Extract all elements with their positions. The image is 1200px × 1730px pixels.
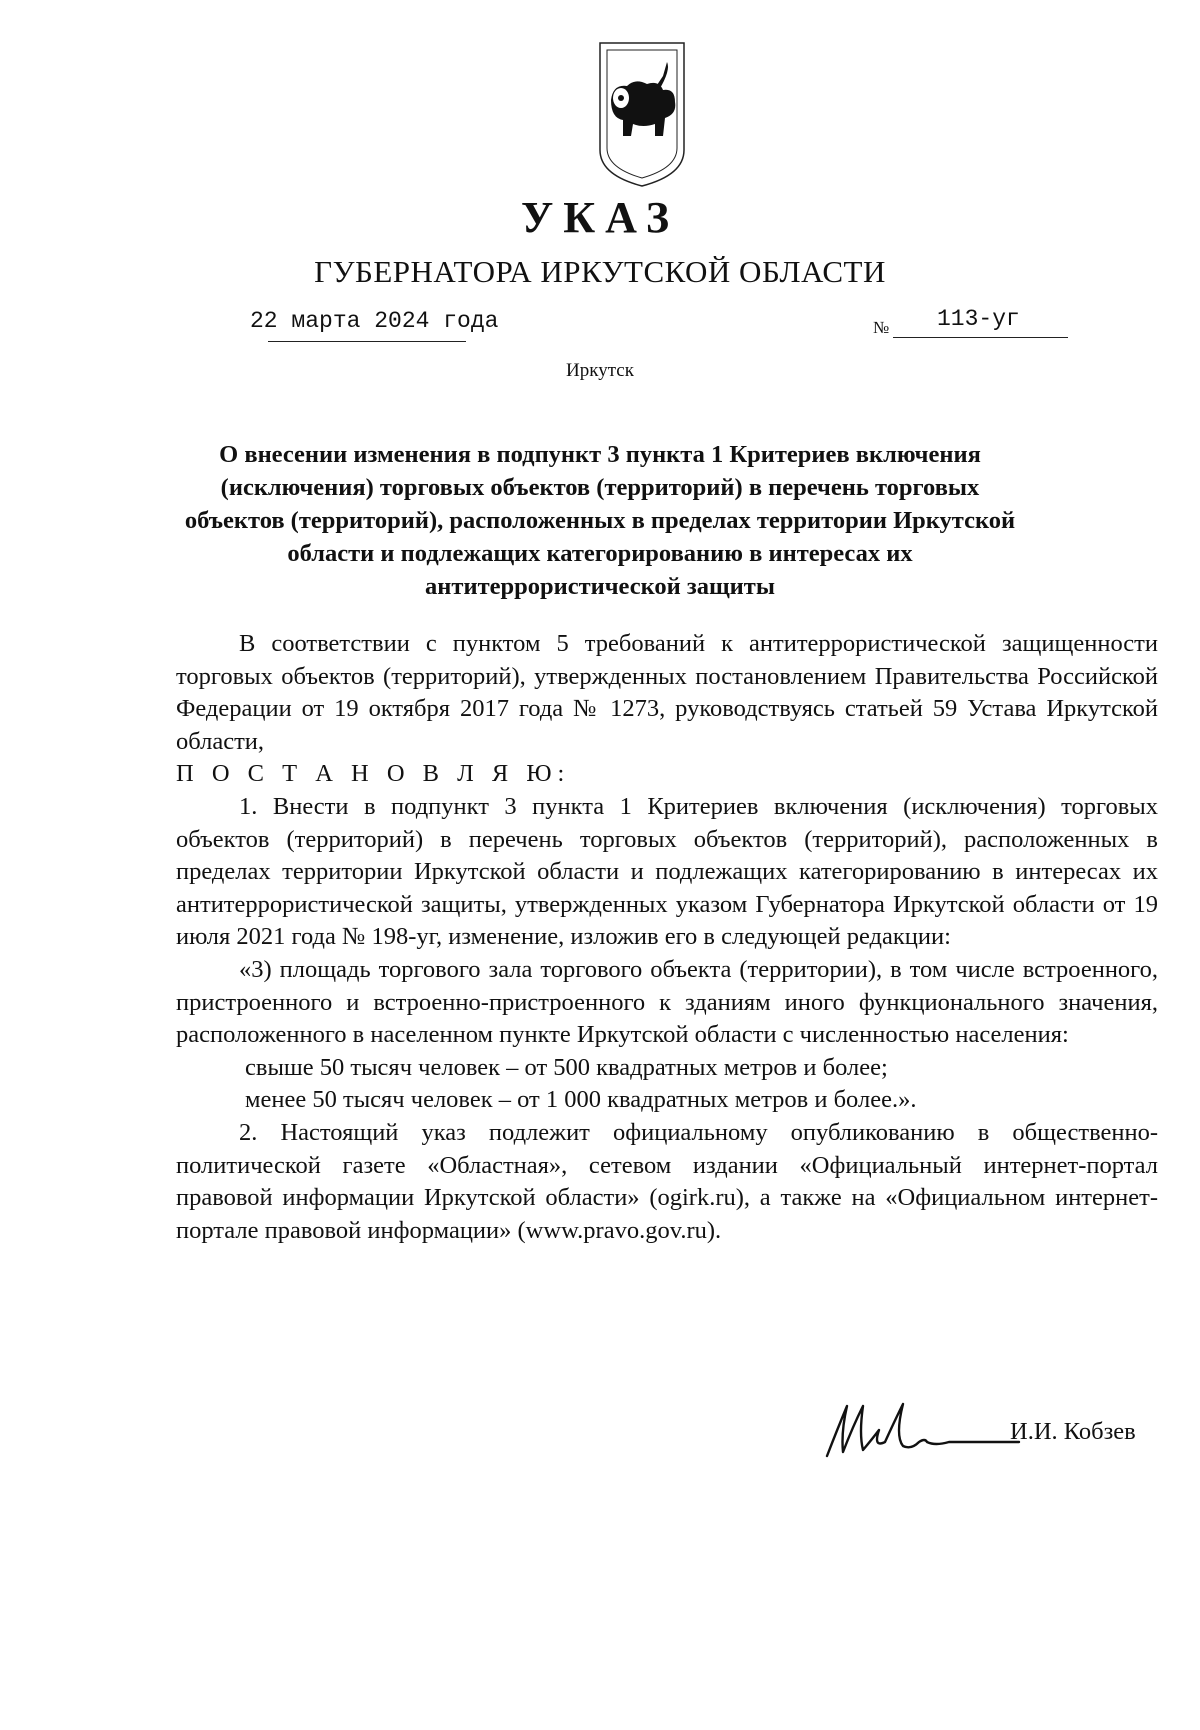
preamble-paragraph: В соответствии с пунктом 5 требований к антитеррористической защищенности торговых объектов (территорий), утвержденных постановлением Правительства Российской Федерации от 19 октября 2017 года № 1273, руководствуясь статьей 59 Устава Иркутской области, [176,630,1158,755]
document-number: 113-уг [937,306,1020,332]
decree-word: П О С Т А Н О В Л Я Ю: [176,760,571,788]
population-criterion-1: свыше 50 тысяч человек – от 500 квадратных метров и более; [245,1053,888,1081]
document-type-title: УКАЗ [520,193,680,242]
quote-paragraph: «3) площадь торгового зала торгового объекта (территории), в том числе встроенного, пристроенного и встроенно-пристроенного к зданиям иного функционального значения, расположенного в населенном пункте Иркутской области с численностью населения: [176,955,1158,1049]
document-city: Иркутск [566,360,634,381]
document-title [170,438,1030,603]
document-body [176,628,1158,1247]
title-line: (исключения) торговых объектов (территорий) в перечень торговых [220,474,980,501]
number-sign: № [873,318,890,337]
item-2-paragraph: 2. Настоящий указ подлежит официальному опубликованию в общественно-политической газете «Областная», сетевом издании «Официальный интернет-портал правовой информации Иркутской области» (ogirk.ru), а также на «Официальном интернет-портале правовой информации» (www.pravo.gov.ru). [176,1118,1158,1244]
title-line: О внесении изменения в подпункт 3 пункта 1 Критериев включения [219,441,981,468]
signer-name: И.И. Кобзев [1010,1418,1136,1445]
population-criterion-2: менее 50 тысяч человек – от 1 000 квадратных метров и более.». [245,1086,917,1114]
item-1-paragraph: 1. Внести в подпункт 3 пункта 1 Критериев включения (исключения) торговых объектов (территорий) в перечень торговых объектов (территорий), расположенных в пределах территории Иркутской области и подлежащих категорированию в интересах их антитеррористической защиты, утвержденных указом Губернатора Иркутской области от 19 июля 2021 года № 198-уг, изменение, изложив его в следующей редакции: [176,792,1158,951]
date-underline [268,341,466,342]
title-line: области и подлежащих категорированию в интересах их [287,540,913,567]
coat-of-arms-icon [597,40,687,188]
document-date: 22 марта 2024 года [250,308,499,334]
number-underline [893,337,1068,338]
issuer-title: ГУБЕРНАТОРА ИРКУТСКОЙ ОБЛАСТИ [314,254,886,289]
title-line: объектов (территорий), расположенных в пределах территории Иркутской [184,507,1016,534]
title-line: антитеррористической защиты [425,573,775,600]
handwritten-signature-icon [823,1390,1023,1462]
